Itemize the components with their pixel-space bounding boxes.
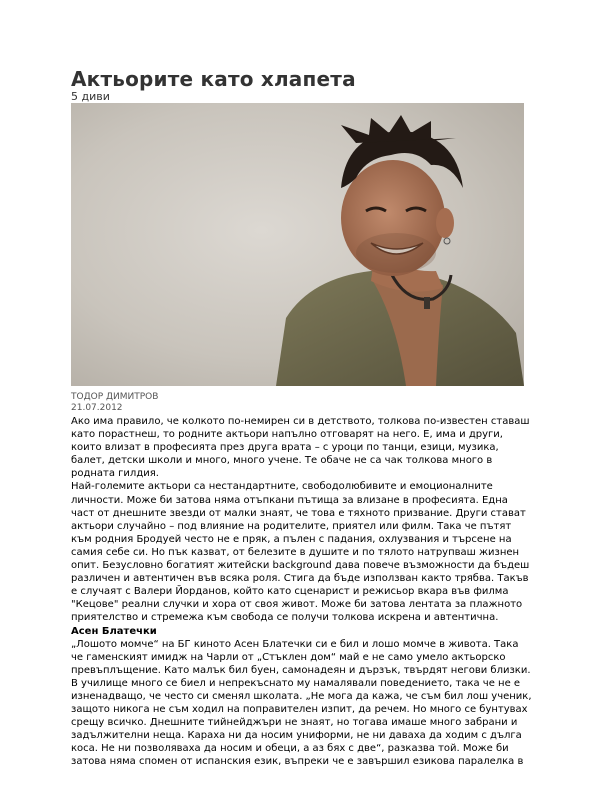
paragraph-3: „Лошото момче“ на БГ киното Асен Блатечки си е бил и лошо момче в живота. Така че гаменският имидж на Чарли от „Стъклен дом“ май е не само умело актьорско превъплъщение. Като малък бил буен, самонадеян и дързък, твърдят негови близки. В училище много се биел и непрекъснато му намалявали поведението, така че не е изненадващо, че често си сменял школата. „Не мога да кажа, че съм бил лош ученик, защото никога не съм ходил на поправителен изпит, да речем. Но много се бунтувах срещу всичко. Днешните тийнейджъри не знаят, но тогава имаше много забрани и задължителни неща. Караха ни да носим униформи, не ни даваха да ходим с дълга коса. Не ни позволяваха да носим и обеци, а аз бях с две“, разказва той. Може би затова няма спомен от испанския език, въпреки че е завършил езикова паралелка в [71, 638, 532, 768]
author-name: ТОДОР ДИМИТРОВ [71, 392, 159, 402]
portrait-illustration [71, 103, 524, 386]
article-title: Актьорите като хлапета [71, 67, 356, 91]
publish-date: 21.07.2012 [71, 403, 123, 413]
paragraph-2: Най-големите актьори са нестандартните, свободолюбивите и емоционалните личности. Може би затова няма отъпкани пътища за влизане в професията. Една част от днешните звезди от малки знаят, че това е тяхното призвание. Други стават актьори случайно – под влияние на родителите, приятел или филм. Така че пътят към родния Бродуей често не е пряк, а пълен с падания, охлузвания и търсене на самия себе си. Но пък казват, от белезите в душите и по тялото натрупваш жизнен опит. Безусловно богатият житейски background дава повече възможности да бъдеш различен и автентичен във всяка роля. Стига да бъде използван както трябва. Такъв е случаят с Валери Йорданов, който като сценарист и режисьор вкара във филма "Кецове" реални случки и хора от своя живот. Може би затова лентата за плажното приятелство и стремежа към свобода се получи толкова искрена и автентична. [71, 481, 530, 624]
article-subtitle: 5 диви [71, 90, 110, 103]
byline [71, 392, 158, 414]
article-body [71, 415, 533, 769]
paragraph-1: Ако има правило, че колкото по-немирен си в детството, толкова по-известен ставаш като порастнеш, то родните актьори напълно отговарят на него. Е, има и други, които влизат в професията през друга врата – с уроци по танци, езици, музика, балет, детски школи и много, много учене. Те обаче не са чак толкова много в родната гилдия. [71, 416, 530, 480]
article-photo [71, 103, 524, 386]
section-heading: Асен Блатечки [71, 625, 157, 637]
